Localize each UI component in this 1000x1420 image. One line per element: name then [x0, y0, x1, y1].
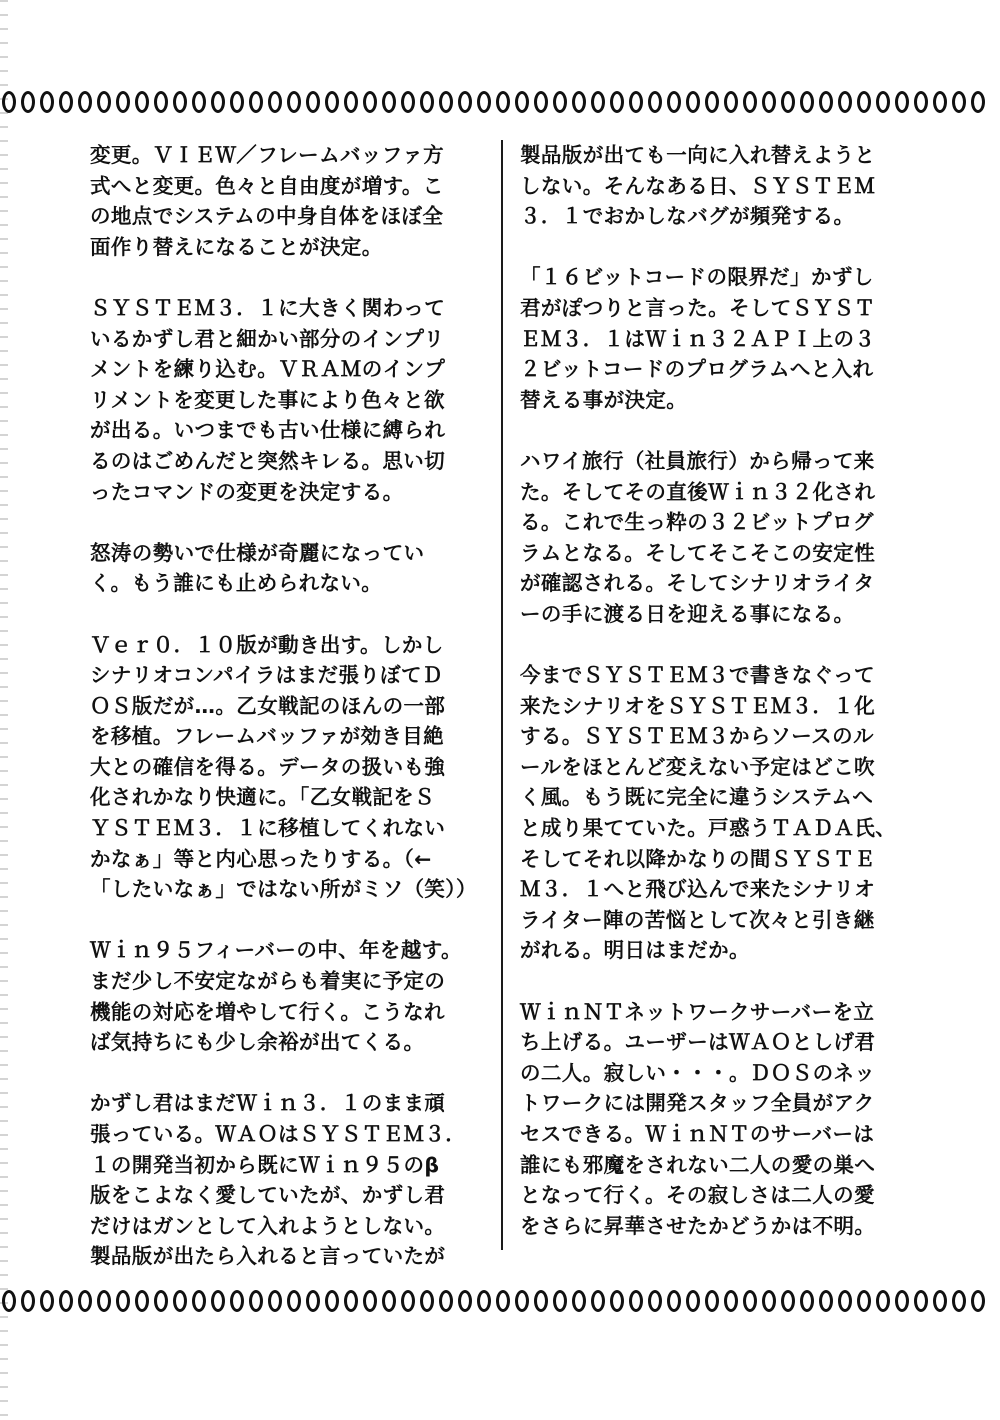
- ring-ornament: [211, 91, 225, 113]
- ring-ornament: [952, 1290, 966, 1312]
- ring-ornament: [78, 91, 92, 113]
- ring-ornament: [173, 1290, 187, 1312]
- ring-ornament: [572, 91, 586, 113]
- ring-ornament: [724, 91, 738, 113]
- paragraph-win95-fever: Ｗｉｎ９５フィーバーの中、年を越す。 まだ少し不安定ながらも着実に予定の 機能の対応を増やして行く。こうなれ ば気持ちにも少し余裕が出てくる。: [90, 938, 462, 1055]
- ring-ornament: [230, 1290, 244, 1312]
- ring-ornament: [363, 91, 377, 113]
- ring-ornament: [591, 91, 605, 113]
- ring-ornament: [572, 1290, 586, 1312]
- ring-ornament: [287, 91, 301, 113]
- paragraph-ver010: Ｖｅｒ０．１０版が動き出す。しかし シナリオコンパイラはまだ張りぼてＤ ＯＳ版だが…。乙女戦記のほんの一部 を移植。フレームバッファが効き目絶 大との確信を得る。データの扱いも強 化されかなり快適に。「乙女戦記をＳ ＹＳＴＥＭ３．１に移植してくれない かなぁ」等と内心思ったりする。（← 「したいなぁ」ではない所がミソ（笑））: [90, 632, 477, 902]
- ring-ornament: [249, 1290, 263, 1312]
- ring-ornament: [648, 91, 662, 113]
- ring-ornament: [439, 91, 453, 113]
- ring-ornament: [838, 1290, 852, 1312]
- ring-ornament: [933, 1290, 947, 1312]
- ring-ornament: [800, 91, 814, 113]
- ring-ornament: [59, 91, 73, 113]
- ring-ornament: [116, 91, 130, 113]
- ring-ornament: [724, 1290, 738, 1312]
- ring-ornament: [971, 91, 985, 113]
- ring-ornament: [515, 91, 529, 113]
- ring-ornament: [534, 1290, 548, 1312]
- ring-ornament: [914, 1290, 928, 1312]
- ring-ornament: [553, 91, 567, 113]
- ring-ornament: [743, 91, 757, 113]
- paragraph-scenario-port: 今までＳＹＳＴＥＭ３で書きなぐって 来たシナリオをＳＹＳＴＥＭ３．１化 する。ＳＹＳＴＥＭ３からソースのル ールをほとんど変えない予定はどこ吹 く風。もう既に完全に違うシステムへ と成り果てていた。戸惑うＴＡＤＡ氏、 そしてそれ以降かなりの間ＳＹＳＴＥ Ｍ３．１へと飛び込んで来たシナリオ ライター陣の苦悩として次々と引き継 がれる。明日はまだか。: [520, 663, 897, 963]
- ring-ornament: [344, 91, 358, 113]
- ring-ornament: [306, 1290, 320, 1312]
- ring-ornament: [705, 1290, 719, 1312]
- ring-ornament: [629, 1290, 643, 1312]
- ring-ornament: [477, 91, 491, 113]
- ring-ornament: [21, 91, 35, 113]
- ring-ornament: [21, 1290, 35, 1312]
- paragraph-bug-outbreak: 製品版が出ても一向に入れ替えようと しない。そんなある日、ＳＹＳＴＥＭ ３．１でおかしなバグが頻発する。: [520, 143, 876, 229]
- ring-ornament: [819, 91, 833, 113]
- paragraph-kazushi-win31: かずし君はまだＷｉｎ３．１のまま頑 張っている。ＷＡＯはＳＹＳＴＥＭ３． １の開発当初から既にＷｉｎ９５のβ 版をこよなく愛していたが、かずし君 だけはガンとして入れようとしない。 製品版が出たら入れると言っていたが: [90, 1091, 467, 1269]
- ring-ornament: [40, 1290, 54, 1312]
- ring-ornament: [458, 1290, 472, 1312]
- bottom-ring-border: [0, 1286, 1000, 1316]
- ring-ornament: [914, 91, 928, 113]
- ring-ornament: [591, 1290, 605, 1312]
- ring-ornament: [78, 1290, 92, 1312]
- ring-ornament: [211, 1290, 225, 1312]
- ring-ornament: [705, 91, 719, 113]
- top-ring-border: [0, 87, 1000, 117]
- ring-ornament: [2, 91, 16, 113]
- ring-ornament: [192, 91, 206, 113]
- ring-ornament: [857, 1290, 871, 1312]
- ring-ornament: [553, 1290, 567, 1312]
- ring-ornament: [249, 91, 263, 113]
- ring-ornament: [515, 1290, 529, 1312]
- ring-ornament: [59, 1290, 73, 1312]
- ring-ornament: [667, 91, 681, 113]
- paragraph-winnt-server: ＷｉｎＮＴネットワークサーバーを立 ち上げる。ユーザーはＷＡＯとしげ君 の二人。寂しい・・・。ＤＯＳのネッ トワークには開発スタッフ全員がアク セスできる。ＷｉｎＮＴのサーバーは 誰にも邪魔をされない二人の愛の巣へ となって行く。その寂しさは二人の愛 をさらに昇華させたかどうかは不明。: [520, 999, 876, 1238]
- ring-ornament: [971, 1290, 985, 1312]
- ring-ornament: [857, 91, 871, 113]
- ring-ornament: [686, 91, 700, 113]
- ring-ornament: [610, 1290, 624, 1312]
- ring-ornament: [268, 1290, 282, 1312]
- ring-ornament: [268, 91, 282, 113]
- ring-ornament: [534, 91, 548, 113]
- ring-ornament: [496, 1290, 510, 1312]
- paragraph-spec-cleanup: 怒涛の勢いで仕様が奇麗になってい く。もう誰にも止められない。: [90, 540, 425, 596]
- ring-ornament: [40, 91, 54, 113]
- ring-ornament: [363, 1290, 377, 1312]
- ring-ornament: [401, 1290, 415, 1312]
- left-text-column: [90, 140, 482, 1272]
- ring-ornament: [420, 91, 434, 113]
- ring-ornament: [382, 1290, 396, 1312]
- ring-ornament: [477, 1290, 491, 1312]
- ring-ornament: [876, 91, 890, 113]
- ring-ornament: [382, 91, 396, 113]
- ring-ornament: [781, 1290, 795, 1312]
- ring-ornament: [306, 91, 320, 113]
- ring-ornament: [762, 91, 776, 113]
- ring-ornament: [933, 91, 947, 113]
- ring-ornament: [895, 91, 909, 113]
- ring-ornament: [876, 1290, 890, 1312]
- ring-ornament: [97, 1290, 111, 1312]
- ring-ornament: [135, 1290, 149, 1312]
- ring-ornament: [420, 1290, 434, 1312]
- ring-ornament: [116, 1290, 130, 1312]
- ring-ornament: [97, 91, 111, 113]
- ring-ornament: [173, 91, 187, 113]
- ring-ornament: [800, 1290, 814, 1312]
- ring-ornament: [762, 1290, 776, 1312]
- ring-ornament: [629, 91, 643, 113]
- ring-ornament: [686, 1290, 700, 1312]
- ring-ornament: [895, 1290, 909, 1312]
- ring-ornament: [135, 91, 149, 113]
- ring-ornament: [743, 1290, 757, 1312]
- ring-ornament: [781, 91, 795, 113]
- ring-ornament: [192, 1290, 206, 1312]
- paragraph-16bit-limit: 「１６ビットコードの限界だ」かずし 君がぽつりと言った。そしてＳＹＳＴ ＥＭ３．１はＷｉｎ３２ＡＰＩ上の３ ２ビットコードのプログラムへと入れ 替える事が決定。: [520, 265, 876, 412]
- ring-ornament: [439, 1290, 453, 1312]
- ring-ornament: [344, 1290, 358, 1312]
- column-divider: [501, 140, 503, 1250]
- page-binding-edge: [0, 0, 8, 1420]
- ring-ornament: [154, 91, 168, 113]
- right-text-column: [520, 140, 912, 1241]
- ring-ornament: [154, 1290, 168, 1312]
- ring-ornament: [648, 1290, 662, 1312]
- ring-ornament: [496, 91, 510, 113]
- paragraph-system31-implement: ＳＹＳＴＥＭ３．１に大きく関わって いるかずし君と細かい部分のインプリ メントを練り込む。ＶＲＡＭのインプ リメントを変更した事により色々と欲 が出る。いつまでも古い仕様に縛られ るのはごめんだと突然キレる。思い切 ったコマンドの変更を決定する。: [90, 295, 446, 504]
- ring-ornament: [325, 91, 339, 113]
- paragraph-hawaii-trip: ハワイ旅行（社員旅行）から帰って来 た。そしてその直後Ｗｉｎ３２化され る。これで生っ粋の３２ビットプログ ラムとなる。そしてそこそこの安定性 が確認される。そしてシナリオライタ ーの手に渡る日を迎える事になる。: [520, 448, 876, 626]
- ring-ornament: [230, 91, 244, 113]
- ring-ornament: [838, 91, 852, 113]
- ring-ornament: [952, 91, 966, 113]
- ring-ornament: [819, 1290, 833, 1312]
- ring-ornament: [610, 91, 624, 113]
- ring-ornament: [325, 1290, 339, 1312]
- paragraph-view-framebuffer: 変更。ＶＩＥＷ／フレームバッファ方 式へと変更。色々と自由度が増す。こ の地点でシステムの中身自体をほぼ全 面作り替えになることが決定。: [90, 143, 445, 259]
- ring-ornament: [2, 1290, 16, 1312]
- ring-ornament: [458, 91, 472, 113]
- ring-ornament: [401, 91, 415, 113]
- ring-ornament: [667, 1290, 681, 1312]
- ring-ornament: [287, 1290, 301, 1312]
